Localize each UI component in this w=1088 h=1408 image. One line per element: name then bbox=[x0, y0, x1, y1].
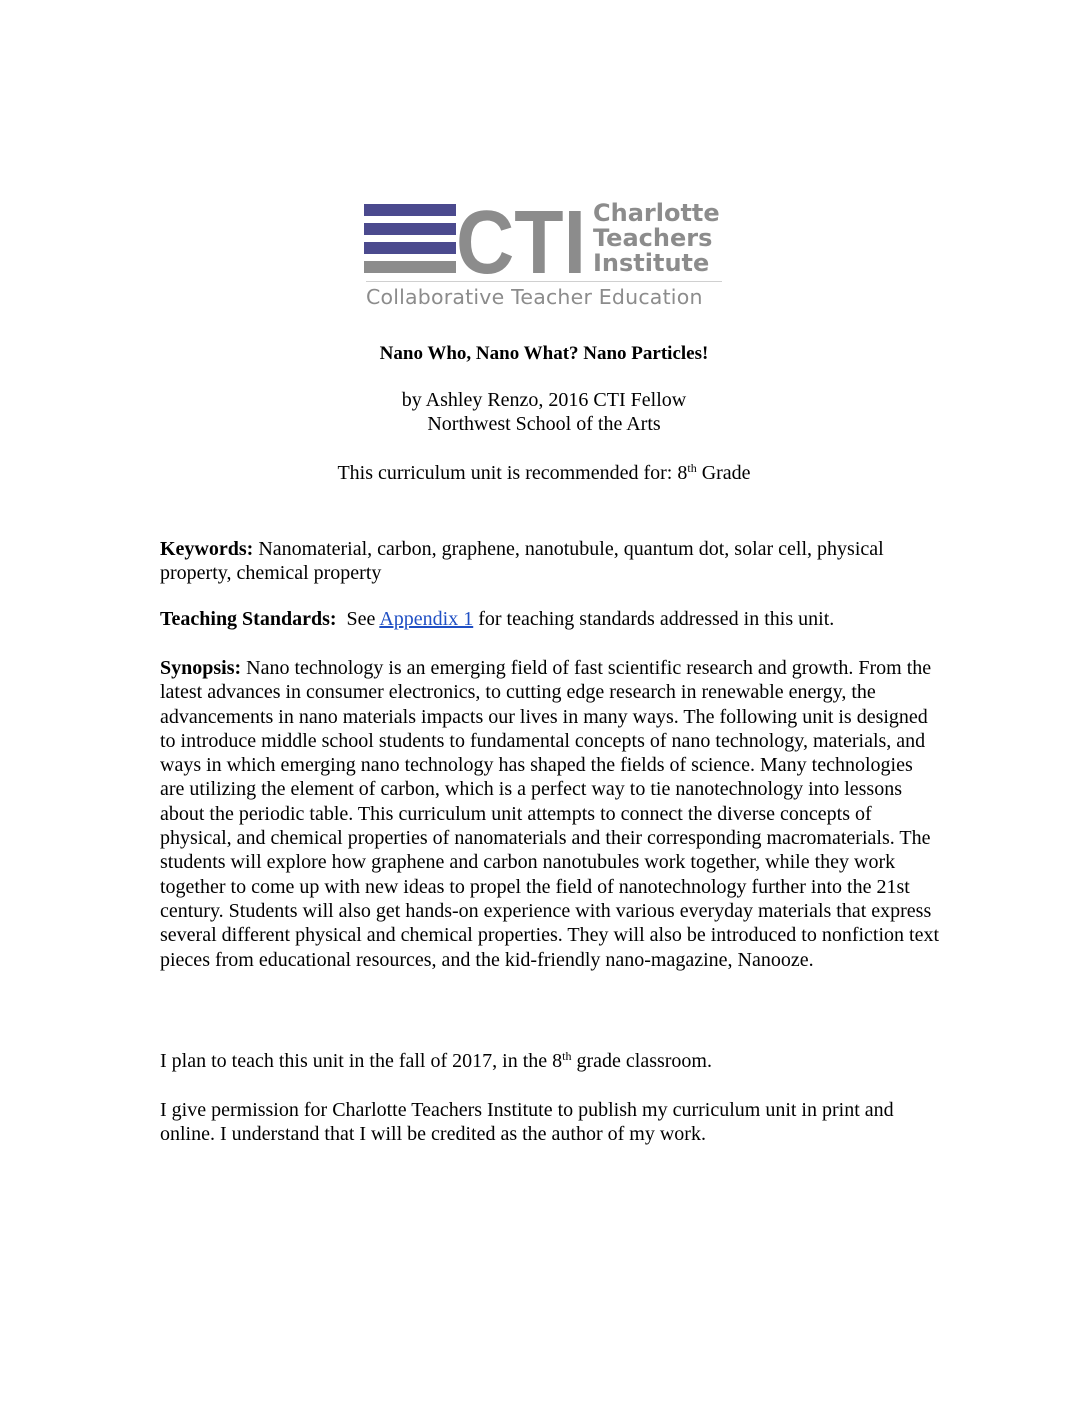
keywords-paragraph bbox=[160, 537, 940, 586]
school-name: Northwest School of the Arts bbox=[427, 413, 661, 435]
keywords-text: Nanomaterial, carbon, graphene, nanotubule, quantum dot, solar cell, physical property, chemical property bbox=[160, 538, 884, 585]
grade-recommendation bbox=[0, 461, 1088, 485]
plan-prefix: I plan to teach this unit in the fall of 2017, in the 8 bbox=[160, 1050, 563, 1072]
unit-title: Nano Who, Nano What? Nano Particles! bbox=[379, 343, 709, 364]
teaching-standards-paragraph bbox=[160, 607, 940, 631]
logo-name-line1: Charlotte bbox=[593, 199, 720, 227]
teaching-plan-paragraph bbox=[160, 1049, 940, 1073]
synopsis-label: Synopsis: bbox=[160, 657, 242, 679]
synopsis-text: Nano technology is an emerging field of fast scientific research and growth. From the latest advances in consumer electronics, to cutting edge research in renewable energy, the advancements in nano materials impacts our lives in many ways. The following unit is designed to introduce middle school students to fundamental concepts of nano technology, materials, and ways in which emerging nano technology has shaped the fields of science. Many technologies are utilizing the element of carbon, which is a perfect way to tie nanotechnology into lessons about the periodic table. This curriculum unit attempts to connect the diverse concepts of physical, and chemical properties of nanomaterials and their corresponding macromaterials. The students will explore how graphene and carbon nanotubules work together, while they work together to come up with new ideas to propel the field of nanotechnology further into the 21st century. Students will also get hands-on experience with various everyday materials that express several different physical and chemical properties. They will also be introduced to nonfiction text pieces from educational resources, and the kid-friendly nano-magazine, Nanooze. bbox=[160, 657, 940, 971]
keywords-label: Keywords: bbox=[160, 538, 254, 560]
logo-stripe-2 bbox=[364, 223, 456, 235]
plan-sup: th bbox=[562, 1049, 572, 1063]
cti-logo bbox=[364, 198, 724, 309]
appendix-1-link[interactable]: Appendix 1 bbox=[379, 608, 474, 630]
standards-post: for teaching standards addressed in this unit. bbox=[473, 608, 835, 630]
recommend-prefix: This curriculum unit is recommended for: 8 bbox=[337, 462, 688, 484]
logo-wordmark: CTI bbox=[456, 198, 586, 280]
logo-name-line3: Institute bbox=[593, 249, 710, 277]
standards-label: Teaching Standards: bbox=[160, 608, 337, 630]
logo-stripe-3 bbox=[364, 242, 456, 254]
logo-tagline: Collaborative Teacher Education bbox=[366, 281, 722, 309]
recommend-sup: th bbox=[687, 461, 697, 475]
logo-stripe-4 bbox=[364, 261, 456, 273]
permission-paragraph: I give permission for Charlotte Teachers Institute to publish my curriculum unit in print and online. I understand that I will be credited as the author of my work. bbox=[160, 1099, 894, 1146]
standards-pre: See bbox=[336, 608, 380, 630]
logo-name-line2: Teachers bbox=[593, 224, 713, 252]
logo-stripe-1 bbox=[364, 204, 456, 216]
cti-logo-mark bbox=[364, 198, 724, 280]
synopsis-paragraph bbox=[160, 656, 940, 972]
plan-suffix: grade classroom. bbox=[571, 1050, 712, 1072]
author-byline: by Ashley Renzo, 2016 CTI Fellow bbox=[401, 389, 687, 411]
recommend-suffix: Grade bbox=[696, 462, 751, 484]
